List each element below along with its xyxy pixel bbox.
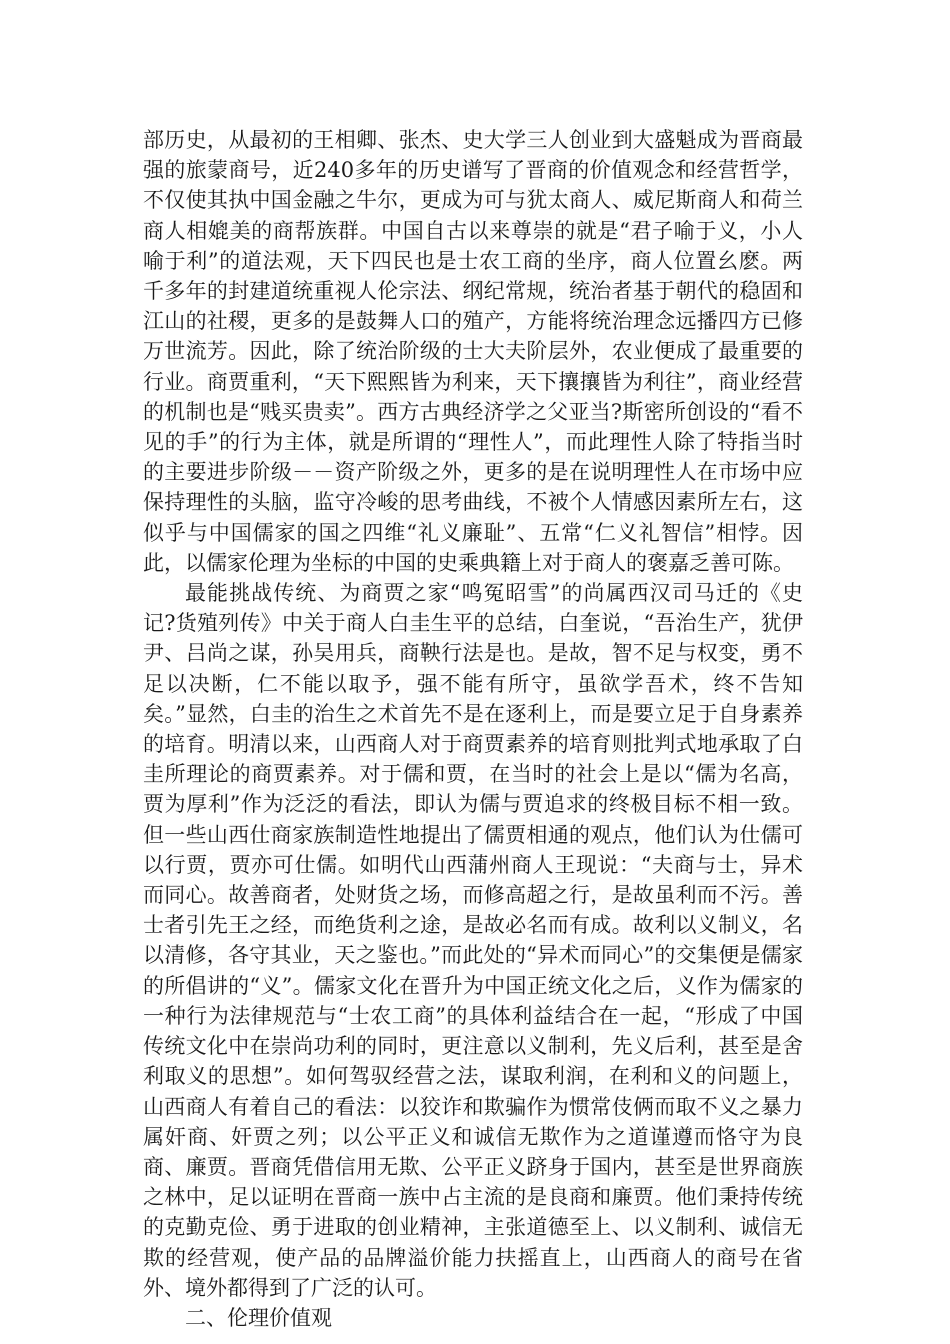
document-body (143, 125, 803, 1333)
section-heading: 二、伦理价值观 (185, 1305, 332, 1330)
body-paragraph-1: 部历史，从最初的王相卿、张杰、史大学三人创业到大盛魁成为晋商最强的旅蒙商号，近240多年的历史谱写了晋商的价值观念和经营哲学，不仅使其执中国金融之牛尔，更成为可与犹太商人、威尼斯商人和荷兰商人相媲美的商帮族群。中国自古以来尊崇的就是“君子喻于义，小人喻于利”的道法观，天下四民也是士农工商的坐序，商人位置幺麽。两千多年的封建道统重视人伦宗法、纲纪常规，统治者基于朝代的稳固和江山的社稷，更多的是鼓舞人口的殖产，方能将统治理念远播四方已修万世流芳。因此，除了统治阶级的士大夫阶层外，农业便成了最重要的行业。商贾重利，“天下熙熙皆为利来，天下攘攘皆为利往”，商业经营的机制也是“贱买贵卖”。西方古典经济学之父亚当?斯密所创设的“看不见的手”的行为主体，就是所谓的“理性人”，而此理性人除了特指当时的主要进步阶级－－资产阶级之外，更多的是在说明理性人在市场中应保持理性的头脑，监守冷峻的思考曲线，不被个人情感因素所左右，这似乎与中国儒家的国之四维“礼义廉耻”、五常“仁义礼智信”相悖。因此，以儒家伦理为坐标的中国的史乘典籍上对于商人的褒嘉乏善可陈。 (143, 128, 803, 575)
body-paragraph-2: 最能挑战传统、为商贾之家“鸣冤昭雪”的尚属西汉司马迁的《史记?货殖列传》中关于商人白圭生平的总结，白奎说，“吾治生产，犹伊尹、吕尚之谋，孙吴用兵，商鞅行法是也。是故，智不足与权变，勇不足以决断，仁不能以取予，强不能有所守，虽欲学吾术，终不告知矣。”显然，白圭的治生之术首先不是在逐利上，而是要立足于自身素养的培育。明清以来，山西商人对于商贾素养的培育则批判式地承取了白圭所理论的商贾素养。对于儒和贾，在当时的社会上是以“儒为名高，贾为厚利”作为泛泛的看法，即认为儒与贾追求的终极目标不相一致。但一些山西仕商家族制造性地提出了儒贾相通的观点，他们认为仕儒可以行贾，贾亦可仕儒。如明代山西蒲州商人王现说：“夫商与士，异术而同心。故善商者，处财货之场，而修高超之行，是故虽利而不污。善士者引先王之经，而绝货利之途，是故必名而有成。故利以义制义，名以清修，各守其业，天之鉴也。”而此处的“异术而同心”的交集便是儒家的所倡讲的“义”。儒家文化在晋升为中国正统文化之后，义作为儒家的一种行为法律规范与“士农工商”的具体利益结合在一起，“形成了中国传统文化中在崇尚功利的同时，更注意以义制利，先义后利，甚至是舍利取义的思想”。如何驾驭经营之法，谋取利润，在利和义的问题上，山西商人有着自己的看法：以狡诈和欺骗作为惯常伎俩而取不义之暴力属奸商、奸贾之列；以公平正义和诚信无欺作为之道谨遵而恪守为良商、廉贾。晋商凭借信用无欺、公平正义跻身于国内，甚至是世界商族之林中，足以证明在晋商一族中占主流的是良商和廉贾。他们秉持传统的克勤克俭、勇于进取的创业精神，主张道德至上、以义制利、诚信无欺的经营观，使产品的品牌溢价能力扶摇直上，山西商人的商号在省外、境外都得到了广泛的认可。 (143, 581, 803, 1300)
